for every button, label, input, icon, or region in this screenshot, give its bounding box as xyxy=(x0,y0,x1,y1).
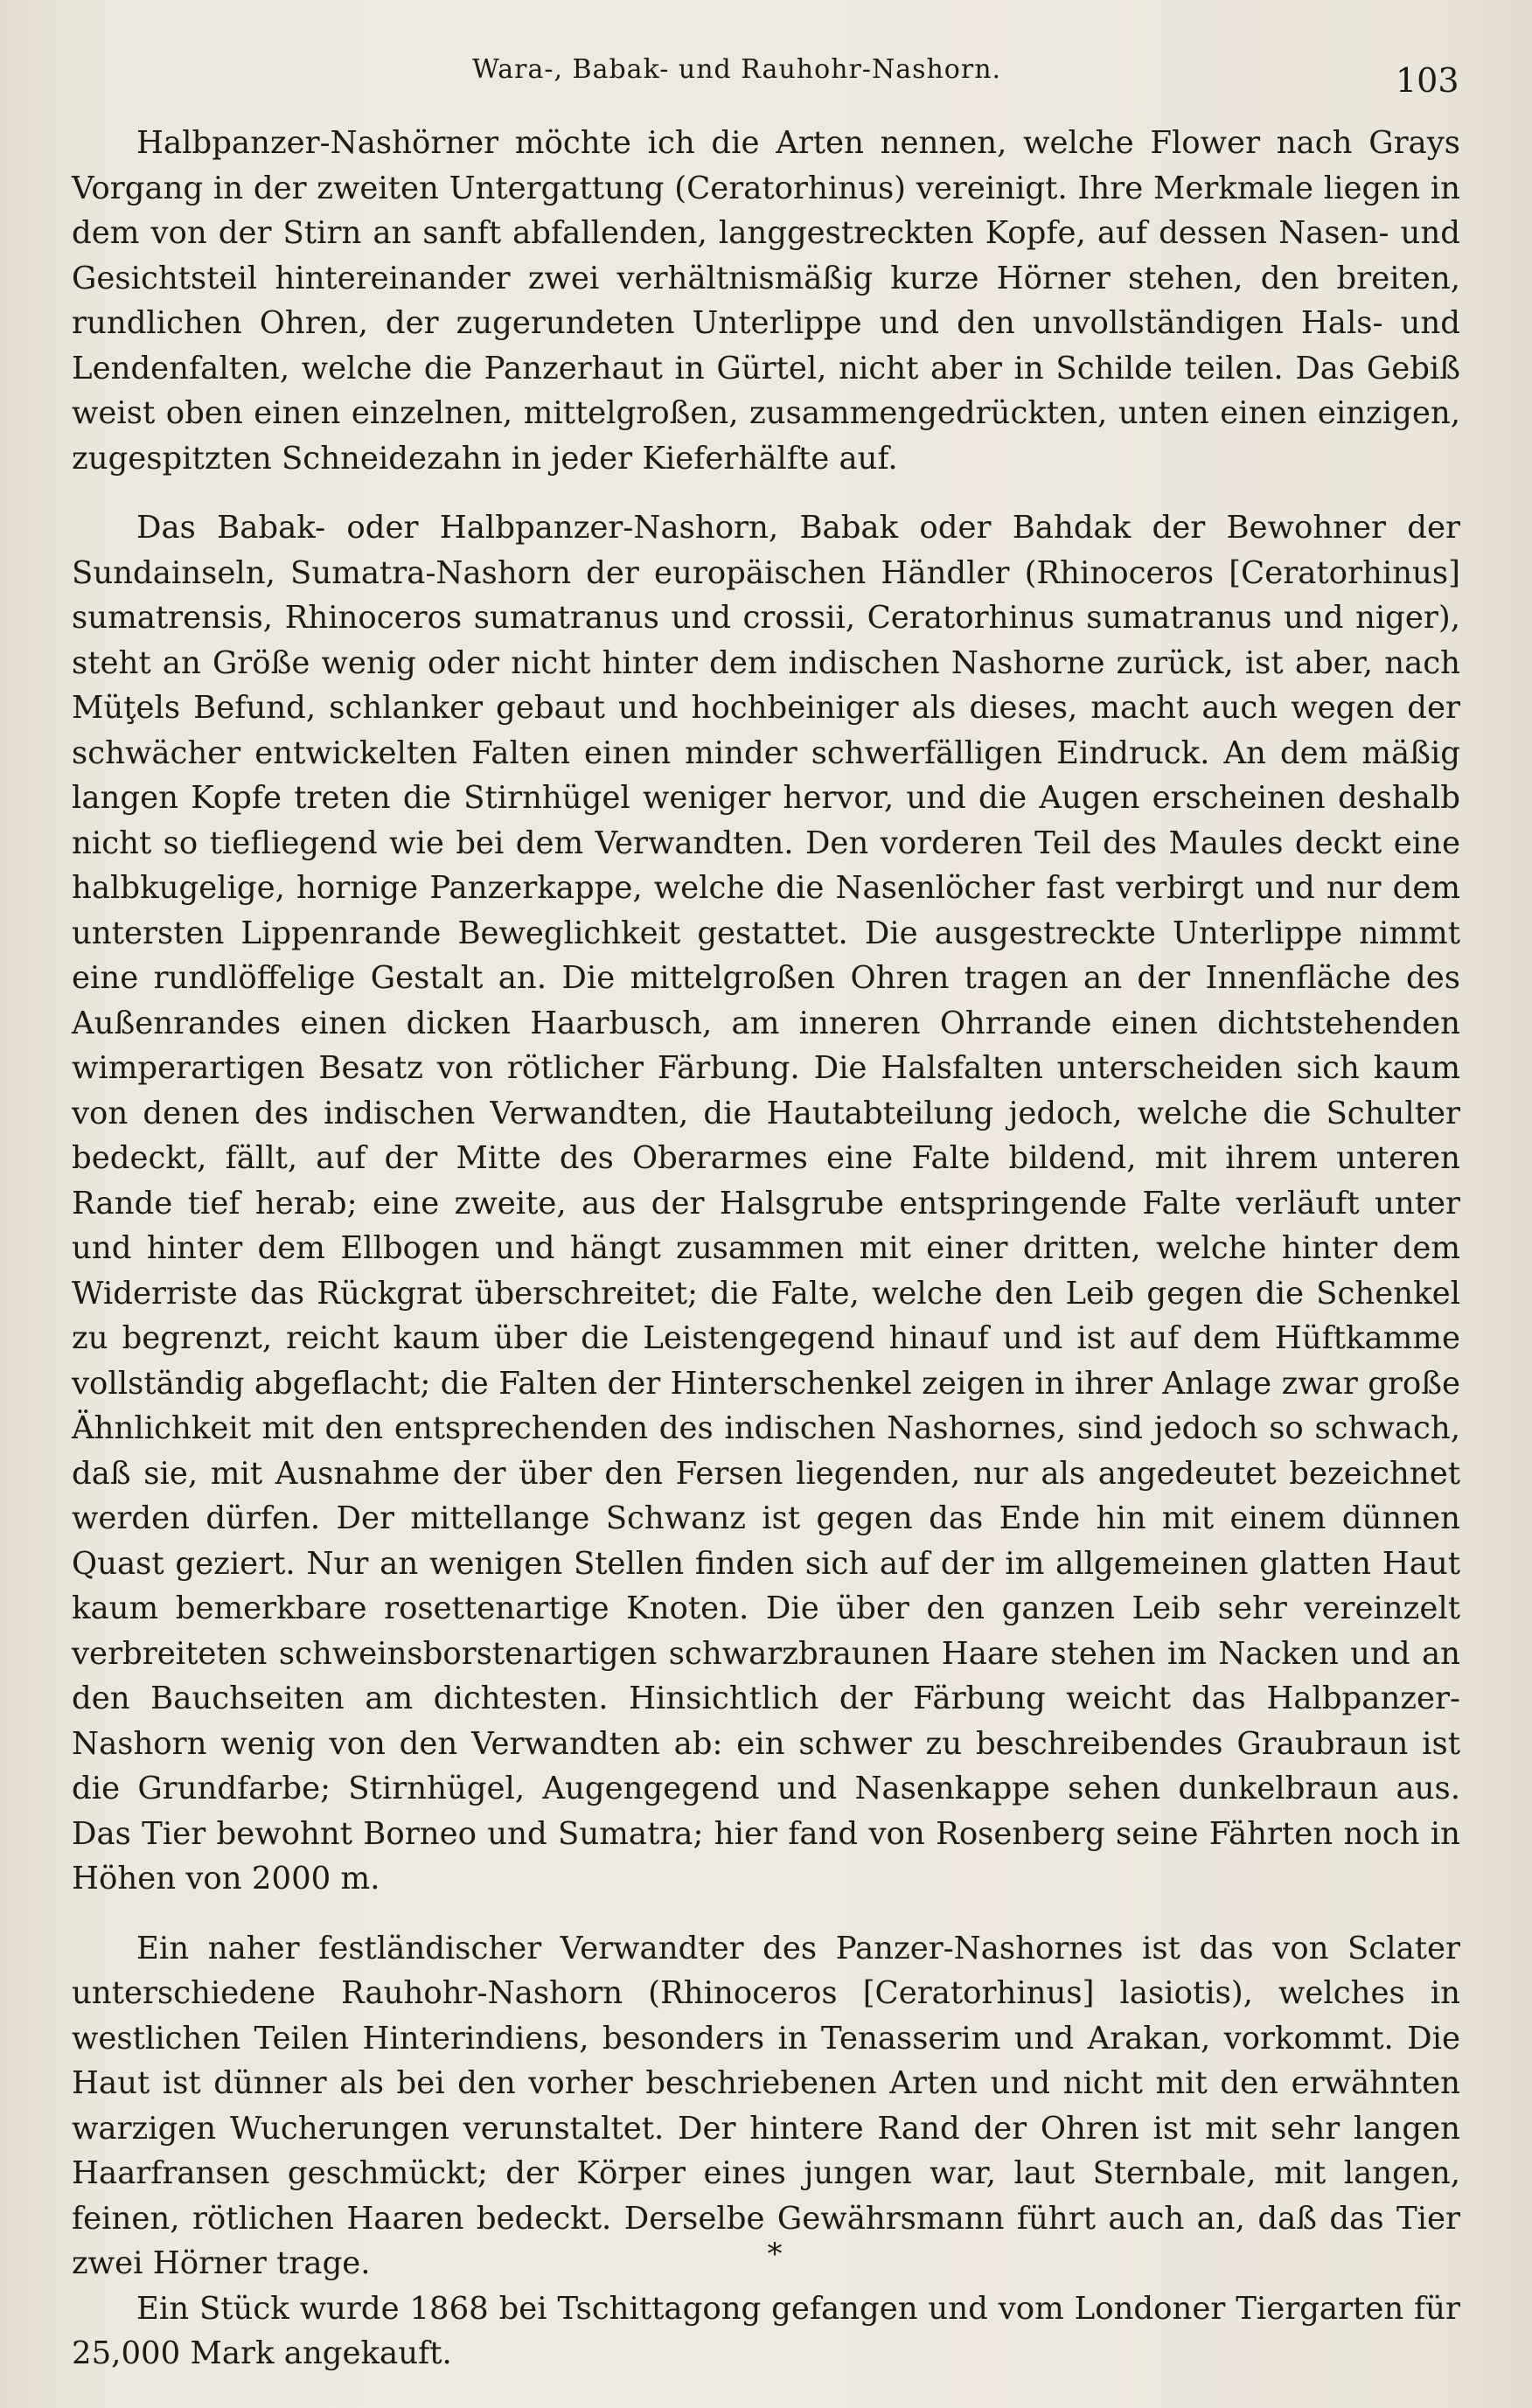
paragraph-rauhohr-nashorn: Ein naher festländischer Verwandter des Panzer-Nashornes ist das von Sclater unterschiedene Rauhohr-Nashorn (Rhinoceros [Ceratorhinus] lasiotis), welches in westlichen Teilen Hinterindiens, besonders in Tenasserim und Arakan, vorkommt. Die Haut ist dünner als bei den vorher beschriebenen Arten und nicht mit den erwähnten warzigen Wucherungen verunstaltet. Der hintere Rand der Ohren ist mit sehr langen Haarfransen geschmückt; der Körper eines jungen war, laut Sternbale, mit langen, feinen, rötlichen Haaren bedeckt. Derselbe Gewährsmann führt auch an, daß das Tier zwei Hörner trage. xyxy=(72,1930,1460,2281)
page-number: 103 xyxy=(1396,61,1459,100)
paragraph-babak-nashorn: Das Babak- oder Halbpanzer-Nashorn, Babak oder Bahdak der Bewohner der Sundainseln, Sumatra-Nashorn der europäischen Händler (Rhinoceros [Ceratorhinus] sumatrensis, Rhinoceros sumatranus und crossii, Ceratorhinus sumatranus und niger), steht an Größe wenig oder nicht hinter dem indischen Nashorne zurück, ist aber, nach Müţels Befund, schlanker gebaut und hochbeiniger als dieses, macht auch wegen der schwächer entwickelten Falten einen minder schwerfälligen Eindruck. An dem mäßig langen Kopfe treten die Stirnhügel weniger hervor, und die Augen erscheinen deshalb nicht so tiefliegend wie bei dem Verwandten. Den vorderen Teil des Maules deckt eine halbkugelige, hornige Panzerkappe, welche die Nasenlöcher fast verbirgt und nur dem untersten Lippenrande Beweglichkeit gestattet. Die ausgestreckte Unterlippe nimmt eine rundlöffelige Gestalt an. Die mittelgroßen Ohren tragen an der Innenfläche des Außenrandes einen dicken Haarbusch, am inneren Ohrrande einen dichtstehenden wimperartigen Besatz von rötlicher Färbung. Die Halsfalten unterscheiden sich kaum von denen des indischen Verwandten, die Hautabteilung jedoch, welche die Schulter bedeckt, fällt, auf der Mitte des Oberarmes eine Falte bildend, mit ihrem unteren Rande tief herab; eine zweite, aus der Halsgrube entspringende Falte verläuft unter und hinter dem Ellbogen und hängt zusammen mit einer dritten, welche hinter dem Widerriste das Rückgrat überschreitet; die Falte, welche den Leib gegen die Schenkel zu begrenzt, reicht kaum über die Leistengegend hinauf und ist auf dem Hüftkamme vollständig abgeflacht; die Falten der Hinterschenkel zeigen in ihrer Anlage zwar große Ähnlichkeit mit den entsprechenden des indischen Nashornes, sind jedoch so schwach, daß sie, mit Ausnahme der über den Fersen liegenden, nur als angedeutet bezeichnet werden dürfen. Der mittellange Schwanz ist gegen das Ende hin mit einem dünnen Quast geziert. Nur an wenigen Stellen finden sich auf der im allgemeinen glatten Haut kaum bemerkbare rosettenartige Knoten. Die über den ganzen Leib sehr vereinzelt verbreiteten schweinsborstenartigen schwarzbraunen Haare stehen im Nacken und an den Bauchseiten am dichtesten. Hinsichtlich der Färbung weicht das Halbpanzer-Nashorn wenig von den Verwandten ab: ein schwer zu beschreibendes Graubraun ist die Grundfarbe; Stirnhügel, Augengegend und Nasenkappe sehen dunkelbraun aus. Das Tier bewohnt Borneo und Sumatra; hier fand von Rosenberg seine Fährten noch in Höhen von 2000 m. xyxy=(72,510,1460,1896)
running-title: Wara-, Babak- und Rauhohr-Nashorn. xyxy=(472,54,1002,85)
paragraph-tschittagong: Ein Stück wurde 1868 bei Tschittagong gefangen und vom Londoner Tiergarten für 25,000 Mark angekauft. xyxy=(72,2290,1460,2371)
paragraph-halbpanzer-intro: Halbpanzer-Nashörner möchte ich die Arten nennen, welche Flower nach Grays Vorgang in der zweiten Untergattung (Ceratorhinus) vereinigt. Ihre Merkmale liegen in dem von der Stirn an sanft abfallenden, langgestreckten Kopfe, auf dessen Nasen- und Gesichtsteil hintereinander zwei verhältnismäßig kurze Hörner stehen, den breiten, rundlichen Ohren, der zugerundeten Unterlippe und den unvollständigen Hals- und Lendenfalten, welche die Panzerhaut in Gürtel, nicht aber in Schilde teilen. Das Gebiß weist oben einen einzelnen, mittelgroßen, zusammengedrückten, unten einen einzigen, zugespitzten Schneidezahn in jeder Kieferhälfte auf. xyxy=(72,125,1460,477)
running-header xyxy=(0,54,1532,107)
section-ornament: * xyxy=(767,2237,783,2272)
body-text xyxy=(72,121,1460,2377)
